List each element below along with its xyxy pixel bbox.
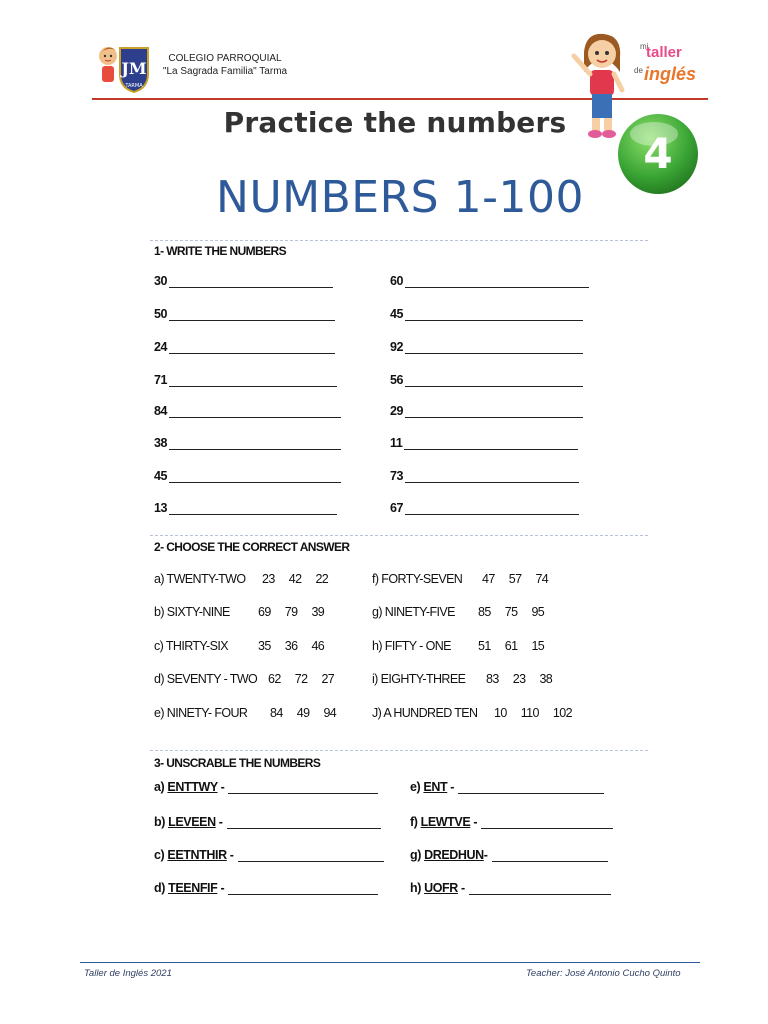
answer-options: [478, 605, 544, 619]
question-label: f) FORTY-SEVEN: [372, 572, 463, 586]
answer-blank[interactable]: [481, 816, 613, 829]
unscramble-row: [154, 780, 378, 794]
answer-blank[interactable]: [405, 308, 583, 321]
question-label: b) SIXTY-NINE: [154, 605, 230, 619]
answer-blank[interactable]: [169, 308, 335, 321]
answer-blank[interactable]: [169, 275, 333, 288]
school-crest-logo: [96, 42, 156, 94]
footer-divider: [80, 962, 700, 963]
unscramble-row: [154, 815, 381, 829]
page-title: Practice the numbers: [223, 106, 567, 139]
unscramble-row: [154, 881, 378, 895]
answer-option[interactable]: 94: [323, 706, 337, 720]
section-divider: [150, 750, 648, 751]
number-label: 92: [390, 340, 404, 354]
number-label: 24: [154, 340, 168, 354]
answer-options: [268, 672, 334, 686]
answer-option[interactable]: 61: [504, 639, 518, 653]
scrambled-word: DREDHUN: [424, 848, 484, 862]
answer-options: [486, 672, 552, 686]
answer-option[interactable]: 42: [288, 572, 302, 586]
number-label: 11: [390, 436, 403, 450]
item-prefix: g): [410, 848, 421, 862]
answer-option[interactable]: 69: [258, 605, 271, 619]
write-number-row: [390, 501, 579, 515]
write-number-row: [390, 469, 579, 483]
write-number-row: [390, 404, 583, 418]
section3-heading: 3- UNSCRABLE THE NUMBERS: [154, 756, 321, 770]
answer-option[interactable]: 38: [539, 672, 553, 686]
write-number-row: [390, 274, 589, 288]
scrambled-word: ENT: [423, 780, 448, 794]
answer-blank[interactable]: [227, 816, 381, 829]
badge-number: 4: [643, 129, 673, 178]
unscramble-row: [410, 881, 611, 895]
item-dash: -: [226, 848, 234, 862]
write-number-row: [154, 274, 333, 288]
answer-option[interactable]: 62: [268, 672, 281, 686]
write-number-row: [154, 404, 341, 418]
school-name-line2: "La Sagrada Familia" Tarma: [162, 66, 288, 77]
school-name-line1: COLEGIO PARROQUIAL: [168, 53, 282, 64]
answer-option[interactable]: 72: [294, 672, 308, 686]
item-prefix: f): [410, 815, 418, 829]
answer-option[interactable]: 95: [531, 605, 545, 619]
answer-blank[interactable]: [405, 341, 583, 354]
number-label: 67: [390, 501, 404, 515]
answer-blank[interactable]: [169, 437, 341, 450]
number-label: 13: [154, 501, 168, 515]
answer-option[interactable]: 36: [284, 639, 298, 653]
logo-word-de: de: [634, 66, 643, 75]
item-dash: -: [217, 881, 225, 895]
item-prefix: b): [154, 815, 165, 829]
answer-option[interactable]: 57: [508, 572, 522, 586]
svg-text:TARMA: TARMA: [125, 83, 143, 89]
answer-option[interactable]: 75: [504, 605, 518, 619]
answer-option[interactable]: 23: [512, 672, 526, 686]
write-number-row: [154, 340, 335, 354]
answer-option[interactable]: 47: [482, 572, 495, 586]
answer-blank[interactable]: [405, 275, 589, 288]
question-label: e) NINETY- FOUR: [154, 706, 248, 720]
answer-blank[interactable]: [405, 470, 579, 483]
item-dash: -: [215, 815, 223, 829]
write-number-row: [390, 340, 583, 354]
answer-blank[interactable]: [169, 502, 337, 515]
answer-blank[interactable]: [169, 470, 341, 483]
scrambled-word: UOFR: [424, 881, 458, 895]
answer-blank[interactable]: [228, 882, 378, 895]
number-label: 73: [390, 469, 404, 483]
answer-options: [258, 639, 324, 653]
answer-option[interactable]: 49: [296, 706, 310, 720]
number-label: 45: [154, 469, 168, 483]
write-number-row: [390, 436, 578, 450]
answer-blank[interactable]: [469, 882, 611, 895]
answer-option[interactable]: 110: [520, 706, 539, 720]
item-dash: -: [447, 780, 455, 794]
mi-taller-de-ingles-logo: [630, 42, 702, 98]
answer-blank[interactable]: [169, 405, 341, 418]
question-label: a) TWENTY-TWO: [154, 572, 246, 586]
answer-blank[interactable]: [405, 374, 583, 387]
scrambled-word: LEWTVE: [420, 815, 471, 829]
question-label: h) FIFTY - ONE: [372, 639, 451, 653]
item-dash: -: [470, 815, 478, 829]
number-label: 71: [154, 373, 168, 387]
unscramble-row: [410, 815, 613, 829]
item-dash: -: [217, 780, 225, 794]
number-label: 29: [390, 404, 404, 418]
answer-options: [482, 572, 548, 586]
answer-option[interactable]: 83: [486, 672, 499, 686]
answer-option[interactable]: 27: [321, 672, 335, 686]
section-divider: [150, 535, 648, 536]
answer-options: [270, 706, 336, 720]
number-label: 84: [154, 404, 168, 418]
footer-right: Teacher: José Antonio Cucho Quinto: [526, 968, 681, 979]
answer-option[interactable]: 39: [311, 605, 325, 619]
worksheet-heading: NUMBERS 1-100: [216, 172, 584, 223]
answer-options: [478, 639, 544, 653]
item-prefix: c): [154, 848, 165, 862]
question-label: J) A HUNDRED TEN: [372, 706, 478, 720]
section2-heading: 2- CHOOSE THE CORRECT ANSWER: [154, 540, 350, 554]
scrambled-word: EETNTHIR: [167, 848, 227, 862]
answer-blank[interactable]: [238, 849, 384, 862]
number-label: 30: [154, 274, 168, 288]
write-number-row: [390, 373, 583, 387]
answer-options: [262, 572, 328, 586]
logo-word-mi: mi: [640, 42, 649, 51]
answer-option[interactable]: 85: [478, 605, 491, 619]
write-number-row: [154, 307, 335, 321]
item-dash: -: [457, 881, 465, 895]
answer-option[interactable]: 46: [311, 639, 325, 653]
logo-word-taller: taller: [646, 44, 682, 61]
section-divider: [150, 240, 648, 241]
logo-word-ingles: inglés: [644, 64, 697, 84]
answer-blank[interactable]: [404, 437, 578, 450]
answer-option[interactable]: 10: [494, 706, 507, 720]
scrambled-word: LEVEEN: [168, 815, 216, 829]
item-dash: -: [483, 848, 488, 862]
write-number-row: [154, 436, 341, 450]
answer-options: [494, 706, 572, 720]
answer-option[interactable]: 23: [262, 572, 275, 586]
answer-option[interactable]: 102: [552, 706, 572, 720]
write-number-row: [154, 469, 341, 483]
footer-left: Taller de Inglés 2021: [84, 968, 172, 979]
question-label: c) THIRTY-SIX: [154, 639, 228, 653]
number-label: 50: [154, 307, 168, 321]
unscramble-row: [410, 780, 604, 794]
number-label: 60: [390, 274, 404, 288]
scrambled-word: ENTTWY: [167, 780, 218, 794]
answer-option[interactable]: 74: [535, 572, 549, 586]
question-label: i) EIGHTY-THREE: [372, 672, 466, 686]
write-number-row: [154, 373, 337, 387]
answer-options: [258, 605, 324, 619]
question-label: d) SEVENTY - TWO: [154, 672, 258, 686]
answer-option[interactable]: 79: [284, 605, 298, 619]
answer-blank[interactable]: [228, 781, 378, 794]
answer-option[interactable]: 51: [478, 639, 491, 653]
answer-blank[interactable]: [405, 502, 579, 515]
question-label: g) NINETY-FIVE: [372, 605, 455, 619]
item-prefix: a): [154, 780, 165, 794]
item-prefix: d): [154, 881, 165, 895]
answer-blank[interactable]: [169, 341, 335, 354]
answer-option[interactable]: 84: [270, 706, 283, 720]
answer-blank[interactable]: [492, 849, 608, 862]
answer-blank[interactable]: [458, 781, 604, 794]
scrambled-word: TEENFIF: [168, 881, 218, 895]
unscramble-row: [410, 848, 608, 862]
answer-blank[interactable]: [169, 374, 337, 387]
item-prefix: e): [410, 780, 421, 794]
number-label: 45: [390, 307, 404, 321]
answer-blank[interactable]: [405, 405, 583, 418]
section1-heading: 1- WRITE THE NUMBERS: [154, 244, 287, 258]
answer-option[interactable]: 22: [315, 572, 329, 586]
write-number-row: [154, 501, 337, 515]
answer-option[interactable]: 35: [258, 639, 271, 653]
school-name: [150, 52, 300, 78]
number-label: 38: [154, 436, 168, 450]
unscramble-row: [154, 848, 384, 862]
answer-option[interactable]: 15: [531, 639, 545, 653]
write-number-row: [390, 307, 583, 321]
number-label: 56: [390, 373, 404, 387]
item-prefix: h): [410, 881, 421, 895]
svg-text:JM: JM: [121, 59, 147, 78]
